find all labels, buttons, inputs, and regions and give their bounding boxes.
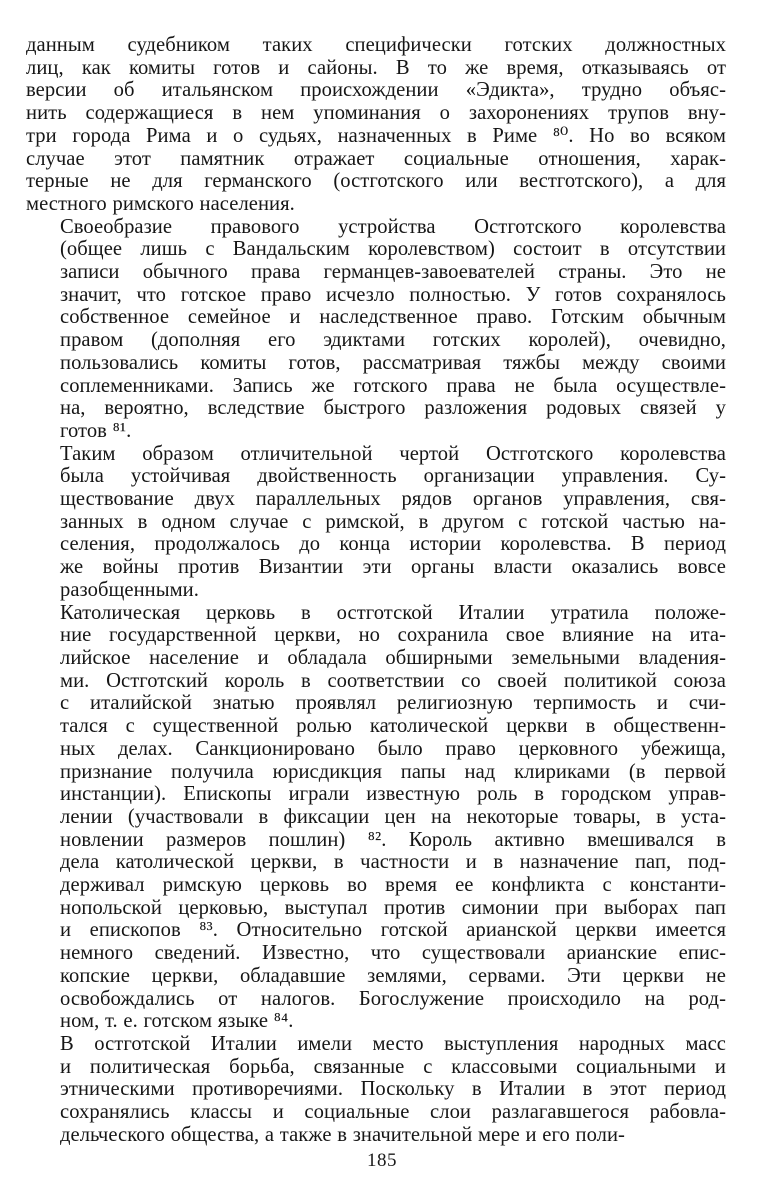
- paragraph-4: [26, 602, 726, 1033]
- text-line: правом (дополняя его эдиктами готских королей), очевидно,: [60, 329, 726, 352]
- text-line: ние государственной церкви, но сохранила свое влияние на ита-: [60, 624, 726, 647]
- paragraph-5: [26, 1033, 726, 1147]
- text-line: нить содержащиеся в нем упоминания о захоронениях трупов вну-: [26, 102, 726, 125]
- text-line: и епископов ⁸³. Относительно готской арианской церкви имеется: [60, 919, 726, 942]
- text-line: лении (участвовали в фиксации цен на некоторые товары, в уста-: [60, 805, 726, 828]
- text-line: дела католической церкви, в частности и в назначение пап, под-: [60, 851, 726, 874]
- text-line: и политическая борьба, связанные с классовыми социальными и: [60, 1055, 726, 1078]
- text-line: лийское население и обладала обширными земельными владения-: [60, 646, 726, 669]
- text-line: новлении размеров пошлин) ⁸². Король активно вмешивался в: [60, 828, 726, 851]
- text-line: ществование двух параллельных рядов органов управления, свя-: [60, 488, 726, 511]
- text-line: В остготской Италии имели место выступления народных масс: [60, 1032, 726, 1055]
- text-line: селения, продолжалось до конца истории королевства. В период: [60, 533, 726, 556]
- text-line: пользовались комиты готов, рассматривая тяжбы между своими: [60, 351, 726, 374]
- text-line: готов ⁸¹.: [60, 419, 132, 442]
- text-line: ном, т. е. готском языке ⁸⁴.: [60, 1010, 294, 1033]
- text-line: (общее лишь с Вандальским королевством) состоит в отсутствии: [60, 238, 726, 261]
- text-line: немного сведений. Известно, что существовали арианские епис-: [60, 942, 726, 965]
- text-line: сохранялись классы и социальные слои разлагавшегося рабовла-: [60, 1101, 726, 1124]
- text-line: разобщенными.: [60, 578, 199, 601]
- page-number: 185: [367, 1150, 397, 1171]
- text-line: была устойчивая двойственность организации управления. Су-: [60, 465, 726, 488]
- text-line: случае этот памятник отражает социальные отношения, харак-: [26, 147, 726, 170]
- text-line: данным судебником таких специфически готских должностных: [26, 34, 726, 56]
- text-line: значит, что готское право исчезло полностью. У готов сохранялось: [60, 283, 726, 306]
- text-line: занных в одном случае с римской, в другом с готской частью на-: [60, 510, 726, 533]
- text-line: нопольской церковью, выступал против симонии при выборах пап: [60, 896, 726, 919]
- text-line: Таким образом отличительной чертой Остготского королевства: [60, 442, 726, 465]
- text-line: лиц, как комиты готов и сайоны. В то же время, отказываясь от: [26, 56, 726, 79]
- text-line: инстанции). Епископы играли известную роль в городском управ-: [60, 783, 726, 806]
- text-line: ных делах. Санкционировано было право церковного убежища,: [60, 737, 726, 760]
- text-line: с италийской знатью проявлял религиозную терпимость и счи-: [60, 692, 726, 715]
- text-line: собственное семейное и наследственное право. Готским обычным: [60, 306, 726, 329]
- text-line: версии об итальянском происхождении «Эдикта», трудно объяс-: [26, 79, 726, 102]
- text-line: признание получила юрисдикция папы над клириками (в первой: [60, 760, 726, 783]
- paragraph-3: [26, 443, 726, 602]
- paragraph-2: [26, 216, 726, 443]
- text-line: этническими противоречиями. Поскольку в Италии в этот период: [60, 1078, 726, 1101]
- paragraph-1: [26, 34, 726, 216]
- text-line: терные не для германского (остготского или вестготского), а для: [26, 170, 726, 193]
- text-line: тался с существенной ролью католической церкви в общественн-: [60, 715, 726, 738]
- text-line: же войны против Византии эти органы власти оказались вовсе: [60, 556, 726, 579]
- text-line: Своеобразие правового устройства Остготского королевства: [60, 215, 726, 238]
- text-line: местного римского населения.: [26, 192, 295, 215]
- text-line: три города Рима и о судьях, назначенных в Риме ⁸⁰. Но во всяком: [26, 124, 726, 147]
- text-line: дельческого общества, а также в значительной мере и его поли-: [60, 1123, 625, 1146]
- text-line: копские церкви, обладавшие землями, сервами. Эти церкви не: [60, 964, 726, 987]
- text-line: записи обычного права германцев-завоевателей страны. Это не: [60, 261, 726, 284]
- text-line: ми. Остготский король в соответствии со своей политикой союза: [60, 669, 726, 692]
- text-line: освобождались от налогов. Богослужение происходило на род-: [60, 987, 726, 1010]
- text-line: на, вероятно, вследствие быстрого разложения родовых связей у: [60, 397, 726, 420]
- book-page-text: [26, 34, 726, 1146]
- text-line: держивал римскую церковь во время ее конфликта с константи-: [60, 874, 726, 897]
- text-line: Католическая церковь в остготской Италии утратила положе-: [60, 601, 726, 624]
- text-line: соплеменниками. Запись же готского права не была осуществле-: [60, 374, 726, 397]
